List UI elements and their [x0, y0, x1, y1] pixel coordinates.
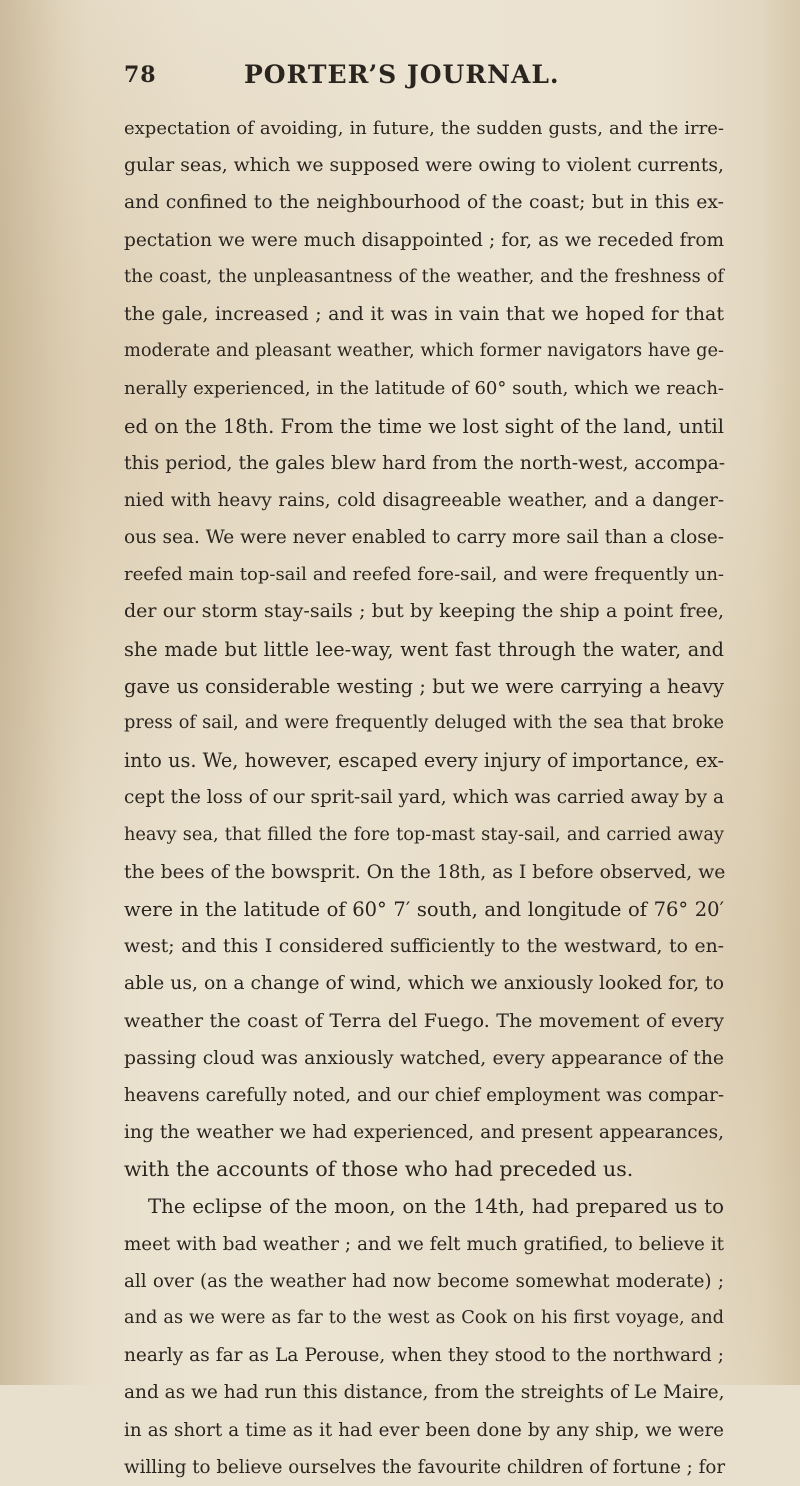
paragraph — [124, 110, 724, 1188]
text-line: ous sea. We were never enabled to carry more sail than a close- — [124, 527, 724, 549]
text-line: nied with heavy rains, cold disagreeable weather, and a danger- — [124, 489, 724, 511]
text-line: and as we were as far to the west as Cook on his first voyage, and — [124, 1308, 724, 1328]
text-line: into us. We, however, escaped every injury of importance, ex- — [124, 749, 724, 773]
text-line: moderate and pleasant weather, which former navigators have ge- — [124, 341, 724, 362]
text-line: meet with bad weather ; and we felt much gratified, to believe it — [124, 1233, 724, 1255]
text-line: reefed main top-sail and reefed fore-sail, and were frequently un- — [124, 564, 724, 586]
text-line: pectation we were much disappointed ; for, as we receded from — [124, 229, 724, 251]
text-line: The eclipse of the moon, on the 14th, had prepared us to — [148, 1195, 724, 1219]
text-line: heavens carefully noted, and our chief employment was compar- — [124, 1084, 724, 1106]
text-line: she made but little lee-way, went fast through the water, and — [124, 637, 724, 661]
text-line: ing the weather we had experienced, and present appearances, — [124, 1122, 724, 1144]
text-line: the gale, increased ; and it was in vain that we hoped for that — [124, 302, 724, 325]
text-line: ed on the 18th. From the time we lost sight of the land, until — [124, 414, 724, 438]
text-line: heavy sea, that filled the fore top-mast stay-sail, and carried away — [124, 824, 724, 845]
text-body — [124, 110, 724, 1486]
page-edge-stain — [0, 0, 90, 1385]
text-line: were in the latitude of 60° 7′ south, and longitude of 76° 20′ — [124, 897, 724, 921]
running-head: PORTER’S JOURNAL. — [244, 60, 560, 89]
text-line: der our storm stay-sails ; but by keeping the ship a point free, — [124, 600, 724, 623]
paragraph — [124, 1188, 724, 1486]
text-line: this period, the gales blew hard from the north-west, accompa- — [124, 452, 726, 474]
text-line: nerally experienced, in the latitude of 60° south, which we reach- — [124, 378, 724, 400]
text-line: press of sail, and were frequently deluged with the sea that broke — [124, 713, 724, 733]
text-line: weather the coast of Terra del Fuego. The movement of every — [124, 1009, 724, 1032]
text-line: able us, on a change of wind, which we anxiously looked for, to — [124, 973, 724, 995]
text-line: the bees of the bowsprit. On the 18th, as I before observed, we — [124, 861, 726, 883]
text-line: with the accounts of those who had preceded us. — [124, 1157, 634, 1182]
text-line: expectation of avoiding, in future, the sudden gusts, and the irre- — [124, 118, 724, 139]
text-line: and confined to the neighbourhood of the coast; but in this ex- — [124, 192, 724, 214]
text-line: west; and this I considered sufficiently to the westward, to en- — [124, 936, 724, 958]
text-line: the coast, the unpleasantness of the weather, and the freshness of — [124, 266, 724, 287]
text-line: gular seas, which we supposed were owing to violent currents, — [124, 155, 724, 177]
page-number: 78 — [124, 62, 157, 88]
text-line: passing cloud was anxiously watched, every appearance of the — [124, 1047, 724, 1069]
text-line: all over (as the weather had now become somewhat moderate) ; — [124, 1270, 724, 1292]
page-header — [124, 60, 684, 100]
text-line: and as we had run this distance, from the streights of Le Maire, — [124, 1382, 725, 1404]
text-line: in as short a time as it had ever been done by any ship, we were — [124, 1419, 724, 1441]
text-line: gave us considerable westing ; but we were carrying a heavy — [124, 674, 724, 698]
text-line: willing to believe ourselves the favourite children of fortune ; for — [124, 1456, 726, 1478]
text-line: nearly as far as La Perouse, when they stood to the northward ; — [124, 1345, 724, 1367]
text-line: cept the loss of our sprit-sail yard, which was carried away by a — [124, 787, 724, 809]
